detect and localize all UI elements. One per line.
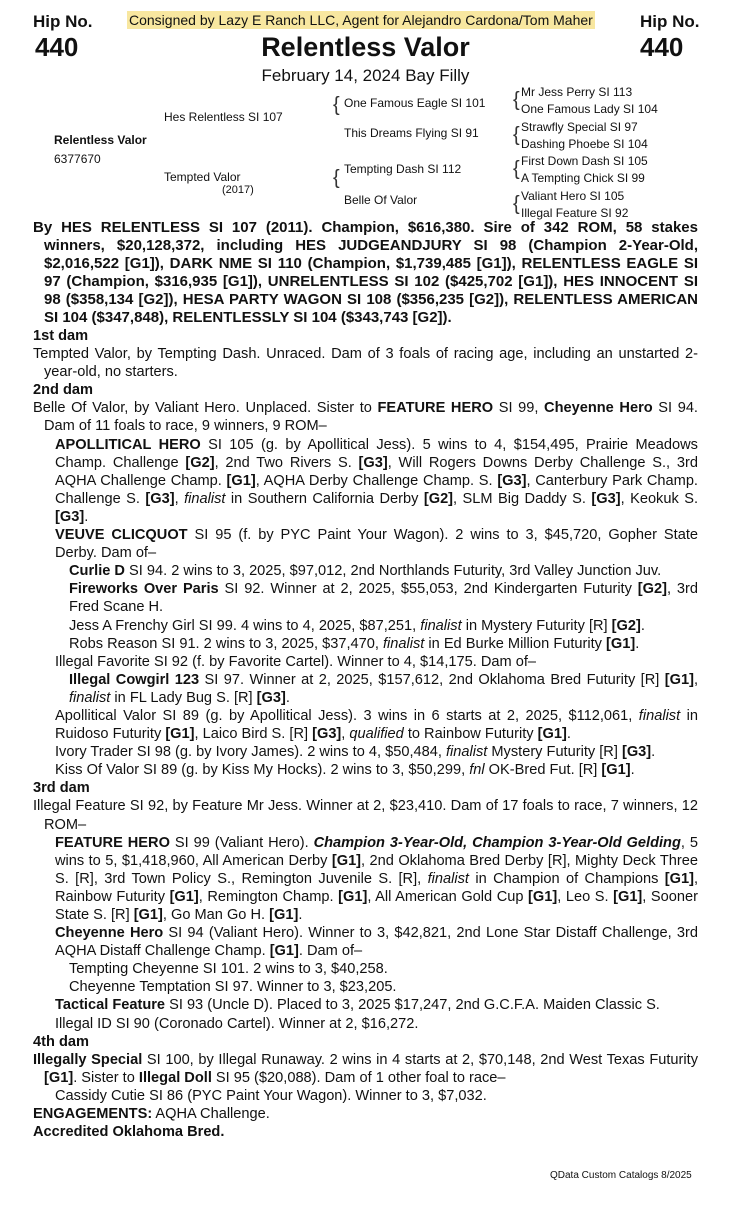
entry-fireworks-over-paris: Fireworks Over Paris SI 92. Winner at 2, 2025, $55,053, 2nd Kindergarten Futurity [G2], 3rd Fred Scane H. — [69, 581, 699, 616]
pedigree-ssd: One Famous Lady SI 104 — [521, 102, 658, 116]
entry-jess-a-frenchy-girl: Jess A Frenchy Girl SI 99. 4 wins to 4, 2025, $87,251, finalist in Mystery Futurity [R] [G2]. — [69, 617, 645, 634]
pedigree-dss: First Down Dash SI 105 — [521, 154, 648, 168]
entry-cheyenne-temptation: Cheyenne Temptation SI 97. Winner to 3, $23,205. — [69, 979, 397, 996]
brace-dd: { — [513, 193, 520, 215]
brace-sire: { — [333, 94, 340, 116]
pedigree-dsd: A Tempting Chick SI 99 — [521, 171, 645, 185]
entry-illegal-favorite: Illegal Favorite SI 92 (f. by Favorite Cartel). Winner to 4, $14,175. Dam of– — [55, 653, 536, 670]
pedigree-sds: Strawfly Special SI 97 — [521, 120, 638, 134]
entry-tactical-feature: Tactical Feature SI 93 (Uncle D). Placed to 3, 2025 $17,247, 2nd G.C.F.A. Maiden Classic S. — [55, 997, 660, 1014]
pedigree-sd: This Dreams Flying SI 91 — [344, 126, 479, 140]
brace-dam: { — [333, 167, 340, 189]
dam2-intro: Belle Of Valor, by Valiant Hero. Unplaced. Sister to FEATURE HERO SI 99, Cheyenne Hero SI 94. Dam of 11 foals to race, 9 winners, 9 ROM– — [33, 400, 698, 435]
hip-label-left: Hip No. — [33, 12, 93, 31]
entry-illegal-id: Illegal ID SI 90 (Coronado Cartel). Winner at 2, $16,272. — [55, 1015, 419, 1032]
consignor-banner: Consigned by Lazy E Ranch LLC, Agent for Alejandro Cardona/Tom Maher — [129, 12, 593, 28]
pedigree-dd: Belle Of Valor — [344, 193, 418, 207]
entry-kiss-of-valor: Kiss Of Valor SI 89 (g. by Kiss My Hocks). 2 wins to 3, $50,299, fnl OK-Bred Fut. [R] [G1]. — [55, 762, 635, 779]
dam2-header: 2nd dam — [33, 382, 94, 399]
dam3-header: 3rd dam — [33, 780, 90, 797]
entry-apollitical-hero: APOLLITICAL HERO SI 105 (g. by Apollitical Jess). 5 wins to 4, $154,495, Prairie Meadows Champ. Challenge [G2], 2nd Two Rivers S. [G3], Will Rogers Downs Derby Challenge S., 3rd AQHA Challenge Champ. [G1], AQHA Derby Challenge Champ. S. [G3], Canterbury Park Champ. Challenge S. [G3], finalist in Southern California Derby [G2], SLM Big Daddy S. [G3], Keokuk S. [G3]. — [55, 436, 699, 525]
pedigree-sdd: Dashing Phoebe SI 104 — [521, 137, 648, 151]
pedigree-dam-year: (2017) — [222, 184, 254, 196]
dam1-text: Tempted Valor, by Tempting Dash. Unraced. Dam of 3 foals of racing age, including an unstarted 2-year-old, no starters. — [33, 346, 698, 381]
engagements: ENGAGEMENTS: AQHA Challenge. — [33, 1106, 270, 1123]
pedigree-ds: Tempting Dash SI 112 — [344, 162, 462, 176]
brace-ds: { — [513, 158, 520, 180]
hip-label-right: Hip No. — [640, 12, 700, 31]
sire-summary: By HES RELENTLESS SI 107 (2011). Champion, $616,380. Sire of 342 ROM, 58 stakes winners, $20,128,372, including HES JUDGEANDJURY SI 98 (Champion 2-Year-Old, $2,016,522 [G1]), DARK NME SI 110 (Champion, $1,739,485 [G1]), RELENTLESS EAGLE SI 97 (Champion, $316,935 [G1]), UNRELENTLESS SI 102 ($425,702 [G1]), HES INNOCENT SI 98 ($358,134 [G2]), HESA PARTY WAGON SI 108 ($356,235 [G2]), RELENTLESS AMERICAN SI 104 ($347,848), RELENTLESSLY SI 104 ($343,743 [G2]). — [33, 219, 698, 326]
catalog-body — [33, 219, 698, 1141]
pedigree-subject-name: Relentless Valor — [54, 133, 147, 147]
pedigree-dam: Tempted Valor — [164, 170, 241, 184]
pedigree-ss: One Famous Eagle SI 101 — [344, 96, 486, 110]
entry-illegal-cowgirl: Illegal Cowgirl 123 SI 97. Winner at 2, 2025, $157,612, 2nd Oklahoma Bred Futurity [R] [G1], finalist in FL Lady Bug S. [R] [G3]. — [69, 671, 698, 706]
pedigree-subject-reg: 6377670 — [54, 152, 101, 166]
pedigree-dds: Valiant Hero SI 105 — [521, 189, 625, 203]
pedigree-sire: Hes Relentless SI 107 — [164, 110, 283, 124]
entry-veuve-clicquot: VEUVE CLICQUOT SI 95 (f. by PYC Paint Your Wagon). 2 wins to 3, $45,720, Gopher State Derby. Dam of– — [55, 527, 698, 562]
foaling-info: February 14, 2024 Bay Filly — [261, 66, 470, 85]
horse-name: Relentless Valor — [261, 32, 470, 62]
entry-cassidy-cutie: Cassidy Cutie SI 86 (PYC Paint Your Wagon). Winner to 3, $7,032. — [55, 1087, 487, 1104]
dam1-header: 1st dam — [33, 328, 89, 344]
dam3-intro: Illegal Feature SI 92, by Feature Mr Jess. Winner at 2, $23,410. Dam of 17 foals to race, 7 winners, 12 ROM– — [33, 798, 698, 833]
entry-robs-reason: Robs Reason SI 91. 2 wins to 3, 2025, $37,470, finalist in Ed Burke Million Futurity [G1]. — [69, 635, 640, 652]
entry-ivory-trader: Ivory Trader SI 98 (g. by Ivory James). 2 wins to 4, $50,484, finalist Mystery Futurity [R] [G3]. — [55, 744, 656, 761]
hip-number-right: 440 — [640, 32, 684, 62]
accredited: Accredited Oklahoma Bred. — [33, 1124, 225, 1141]
entry-cheyenne-hero: Cheyenne Hero SI 94 (Valiant Hero). Winner to 3, $42,821, 2nd Lone Star Distaff Challenge, 3rd AQHA Distaff Challenge Champ. [G1]. Dam of– — [55, 925, 698, 960]
entry-apollitical-valor: Apollitical Valor SI 89 (g. by Apollitical Jess). 3 wins in 6 starts at 2, 2025, $112,061, finalist in Ruidoso Futurity [G1], Laico Bird S. [R] [G3], qualified to Rainbow Futurity [G1]. — [55, 707, 698, 743]
hip-number-left: 440 — [35, 32, 79, 62]
pedigree-ddd: Illegal Feature SI 92 — [521, 206, 629, 220]
entry-feature-hero: FEATURE HERO SI 99 (Valiant Hero). Champion 3-Year-Old, Champion 3-Year-Old Gelding, 5 wins to 5, $1,418,960, All American Derby [G1], 2nd Oklahoma Bred Derby [R], Mighty Deck Three S. [R], 3rd Town Policy S., Remington Juvenile S. [R], finalist in Champion of Champions [G1], Rainbow Futurity [G1], Remington Champ. [G1], All American Gold Cup [G1], Leo S. [G1], Sooner State S. [R] [G1], Go Man Go H. [G1]. — [55, 834, 698, 923]
footer-credit: QData Custom Catalogs 8/2025 — [550, 1170, 692, 1181]
pedigree-sss: Mr Jess Perry SI 113 — [521, 85, 633, 99]
dam4-intro: Illegally Special SI 100, by Illegal Runaway. 2 wins in 4 starts at 2, $70,148, 2nd West Texas Futurity [G1]. Sister to Illegal Doll SI 95 ($20,088). Dam of 1 other foal to race– — [33, 1051, 698, 1086]
brace-ss: { — [513, 89, 520, 111]
brace-sd: { — [513, 124, 520, 146]
dam4-header: 4th dam — [33, 1033, 89, 1050]
entry-tempting-cheyenne: Tempting Cheyenne SI 101. 2 wins to 3, $40,258. — [69, 961, 388, 978]
entry-curlie-d: Curlie D SI 94. 2 wins to 3, 2025, $97,012, 2nd Northlands Futurity, 3rd Valley Junction Juv. — [69, 563, 662, 580]
